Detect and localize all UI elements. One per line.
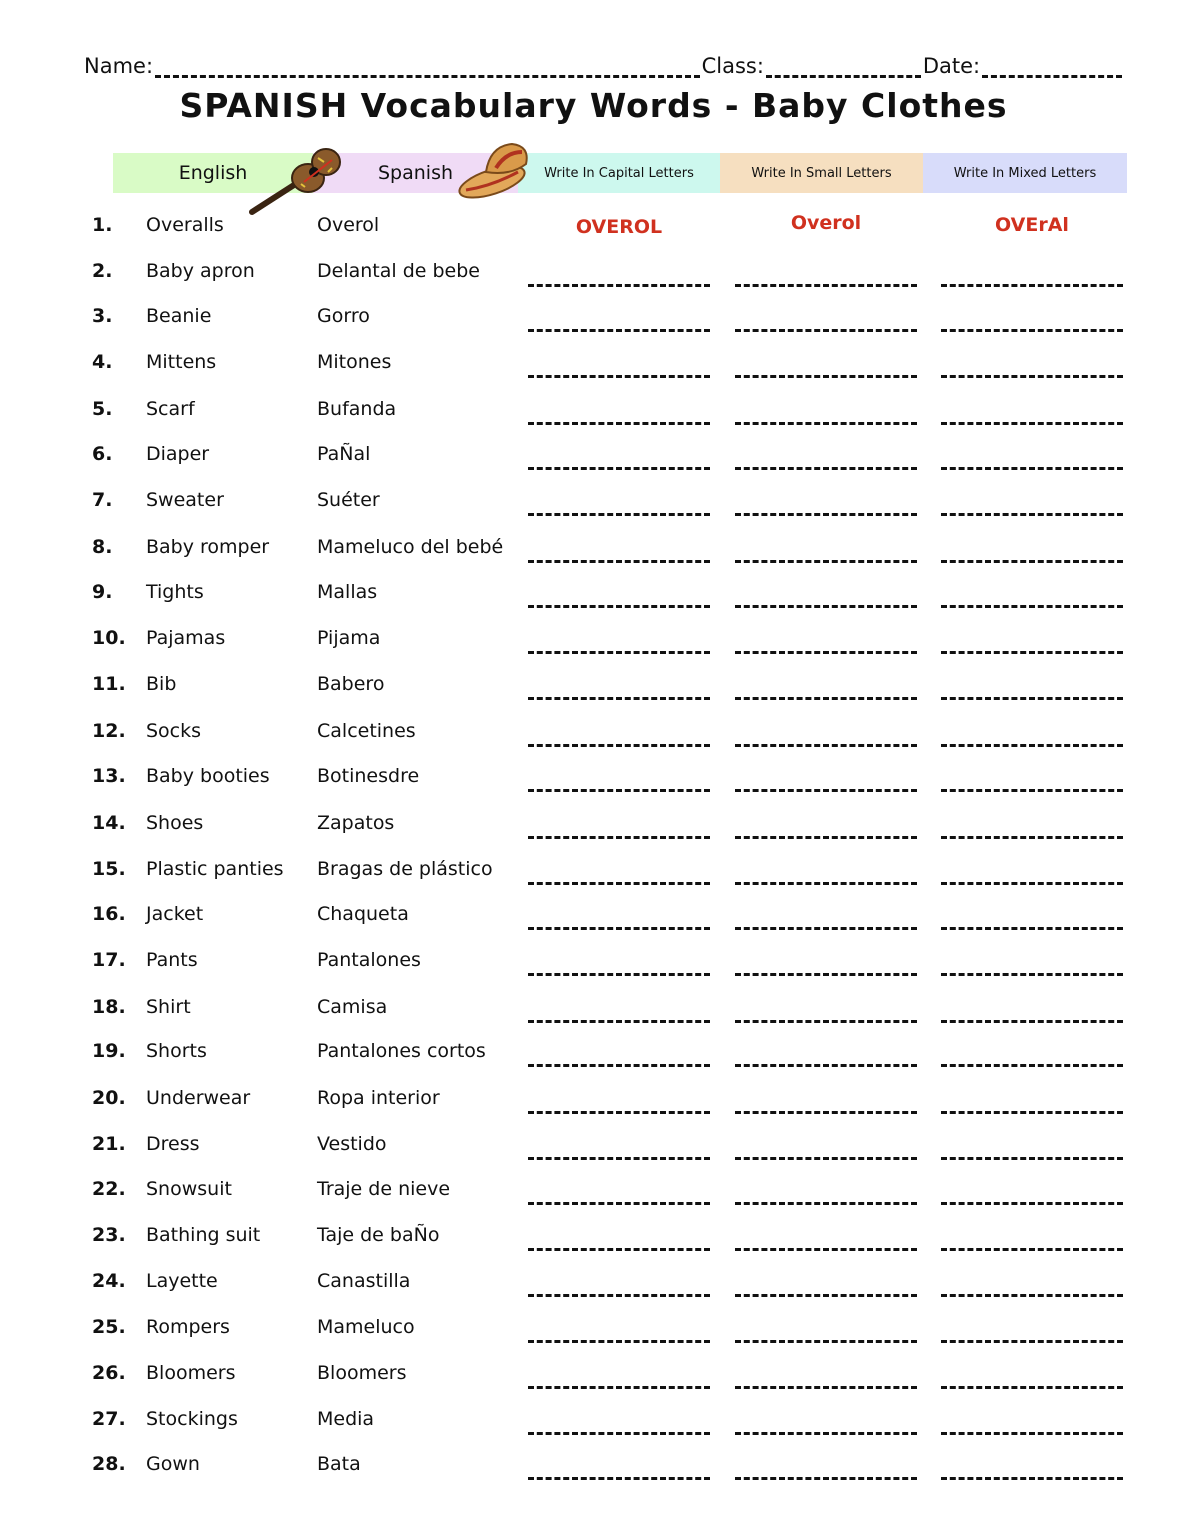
answer-mixed-field[interactable]	[941, 1064, 1123, 1067]
row-number: 7.	[92, 489, 113, 511]
spanish-word: Delantal de bebe	[317, 260, 480, 282]
name-label: Name:	[84, 54, 154, 78]
table-row	[0, 720, 1187, 754]
spanish-word: PaÑal	[317, 443, 371, 465]
english-word: Rompers	[146, 1316, 230, 1338]
table-row	[0, 351, 1187, 385]
table-row	[0, 260, 1187, 294]
answer-small-field[interactable]	[735, 1340, 917, 1343]
english-word: Underwear	[146, 1087, 251, 1109]
answer-small-field[interactable]	[735, 284, 917, 287]
row-number: 22.	[92, 1178, 126, 1200]
answer-small-field[interactable]	[735, 560, 917, 563]
english-word: Beanie	[146, 305, 212, 327]
answer-capital-field[interactable]	[528, 836, 710, 839]
table-row	[0, 489, 1187, 523]
answer-capital-field[interactable]	[528, 744, 710, 747]
answer-capital-field[interactable]	[528, 1340, 710, 1343]
table-row	[0, 765, 1187, 799]
spanish-word: Vestido	[317, 1133, 387, 1155]
spanish-word: Pijama	[317, 627, 381, 649]
table-row	[0, 1133, 1187, 1167]
row-number: 16.	[92, 903, 126, 925]
answer-capital-field[interactable]	[528, 1111, 710, 1114]
answer-mixed-field[interactable]	[941, 973, 1123, 976]
english-word: Bib	[146, 673, 177, 695]
answer-mixed-field[interactable]	[941, 1020, 1123, 1023]
answer-mixed-field[interactable]	[941, 1111, 1123, 1114]
answer-capital-field[interactable]	[528, 1248, 710, 1251]
answer-small-field[interactable]	[735, 1020, 917, 1023]
table-row	[0, 858, 1187, 892]
answer-capital-field[interactable]	[528, 375, 710, 378]
answer-mixed-field[interactable]	[941, 1340, 1123, 1343]
answer-small-field[interactable]	[735, 651, 917, 654]
answer-mixed-field[interactable]	[941, 1386, 1123, 1389]
row-number: 12.	[92, 720, 126, 742]
spanish-word: Taje de baÑo	[317, 1224, 440, 1246]
table-row	[0, 949, 1187, 983]
table-row	[0, 1224, 1187, 1258]
answer-small-field[interactable]	[735, 1202, 917, 1205]
answer-mixed-field[interactable]	[941, 789, 1123, 792]
answer-small-field[interactable]	[735, 836, 917, 839]
spanish-word: Calcetines	[317, 720, 416, 742]
table-row	[0, 1040, 1187, 1074]
table-row	[0, 1316, 1187, 1350]
answer-capital-field[interactable]	[528, 605, 710, 608]
english-word: Dress	[146, 1133, 200, 1155]
row-number: 25.	[92, 1316, 126, 1338]
row-number: 1.	[92, 214, 113, 236]
spanish-word: Bata	[317, 1453, 361, 1475]
answer-capital-field[interactable]	[528, 697, 710, 700]
answer-mixed-field[interactable]	[941, 1248, 1123, 1251]
sombrero-icon	[456, 138, 542, 200]
english-word: Plastic panties	[146, 858, 284, 880]
answer-mixed-field[interactable]	[941, 467, 1123, 470]
student-info-line	[84, 48, 1124, 78]
answer-small-field[interactable]	[735, 789, 917, 792]
spanish-word: Gorro	[317, 305, 370, 327]
answer-mixed-field[interactable]	[941, 744, 1123, 747]
answer-mixed-field[interactable]	[941, 1157, 1123, 1160]
answer-small-field[interactable]	[735, 744, 917, 747]
example-mixed: OVErAl	[995, 214, 1069, 236]
answer-capital-field[interactable]	[528, 1157, 710, 1160]
answer-capital-field[interactable]	[528, 467, 710, 470]
answer-small-field[interactable]	[735, 1477, 917, 1480]
english-word: Sweater	[146, 489, 224, 511]
column-header-english: English	[113, 153, 313, 193]
english-word: Bloomers	[146, 1362, 236, 1384]
answer-mixed-field[interactable]	[941, 284, 1123, 287]
answer-capital-field[interactable]	[528, 789, 710, 792]
table-row	[0, 673, 1187, 707]
answer-mixed-field[interactable]	[941, 1294, 1123, 1297]
table-row	[0, 1270, 1187, 1304]
answer-small-field[interactable]	[735, 1248, 917, 1251]
english-word: Shirt	[146, 996, 191, 1018]
row-number: 3.	[92, 305, 113, 327]
answer-capital-field[interactable]	[528, 1432, 710, 1435]
answer-capital-field[interactable]	[528, 1294, 710, 1297]
answer-capital-field[interactable]	[528, 560, 710, 563]
answer-small-field[interactable]	[735, 467, 917, 470]
answer-mixed-field[interactable]	[941, 927, 1123, 930]
answer-small-field[interactable]	[735, 1386, 917, 1389]
spanish-word: Suéter	[317, 489, 380, 511]
example-capital: OVEROL	[575, 216, 663, 238]
row-number: 15.	[92, 858, 126, 880]
spanish-word: Overol	[317, 214, 380, 236]
english-word: Mittens	[146, 351, 217, 373]
table-row	[0, 812, 1187, 846]
table-row	[0, 903, 1187, 937]
answer-mixed-field[interactable]	[941, 882, 1123, 885]
english-word: Shoes	[146, 812, 204, 834]
class-label: Class:	[701, 54, 764, 78]
date-label: Date:	[922, 54, 981, 78]
table-row	[0, 305, 1187, 339]
table-row	[0, 443, 1187, 477]
answer-small-field[interactable]	[735, 605, 917, 608]
answer-small-field[interactable]	[735, 375, 917, 378]
spanish-word: Pantalones cortos	[317, 1040, 486, 1062]
answer-capital-field[interactable]	[528, 973, 710, 976]
english-word: Tights	[146, 581, 204, 603]
english-word: Baby booties	[146, 765, 270, 787]
column-header-spanish: Spanish	[313, 153, 518, 193]
row-number: 9.	[92, 581, 113, 603]
table-row	[0, 1362, 1187, 1396]
answer-mixed-field[interactable]	[941, 375, 1123, 378]
spanish-word: Babero	[317, 673, 385, 695]
spanish-word: Mameluco	[317, 1316, 415, 1338]
spanish-word: Camisa	[317, 996, 388, 1018]
name-field[interactable]	[155, 57, 700, 78]
answer-small-field[interactable]	[735, 973, 917, 976]
answer-small-field[interactable]	[735, 882, 917, 885]
column-header-capital: Write In Capital Letters	[518, 153, 720, 193]
answer-mixed-field[interactable]	[941, 836, 1123, 839]
answer-mixed-field[interactable]	[941, 422, 1123, 425]
row-number: 11.	[92, 673, 126, 695]
guitar-icon	[246, 138, 346, 218]
spanish-word: Traje de nieve	[317, 1178, 451, 1200]
answer-capital-field[interactable]	[528, 1202, 710, 1205]
answer-capital-field[interactable]	[528, 422, 710, 425]
row-number: 23.	[92, 1224, 126, 1246]
answer-small-field[interactable]	[735, 1157, 917, 1160]
answer-small-field[interactable]	[735, 329, 917, 332]
answer-mixed-field[interactable]	[941, 605, 1123, 608]
english-word: Jacket	[146, 903, 204, 925]
row-number: 19.	[92, 1040, 126, 1062]
spanish-word: Mallas	[317, 581, 378, 603]
spanish-word: Chaqueta	[317, 903, 409, 925]
english-word: Baby romper	[146, 536, 270, 558]
spanish-word: Botinesdre	[317, 765, 420, 787]
english-word: Baby apron	[146, 260, 255, 282]
english-word: Snowsuit	[146, 1178, 232, 1200]
english-word: Socks	[146, 720, 202, 742]
english-word: Shorts	[146, 1040, 207, 1062]
answer-mixed-field[interactable]	[941, 513, 1123, 516]
row-number: 20.	[92, 1087, 126, 1109]
spanish-word: Bufanda	[317, 398, 397, 420]
answer-small-field[interactable]	[735, 1294, 917, 1297]
column-header-small: Write In Small Letters	[720, 153, 923, 193]
answer-capital-field[interactable]	[528, 329, 710, 332]
spanish-word: Ropa interior	[317, 1087, 440, 1109]
english-word: Layette	[146, 1270, 218, 1292]
answer-capital-field[interactable]	[528, 513, 710, 516]
answer-mixed-field[interactable]	[941, 329, 1123, 332]
table-row	[0, 1087, 1187, 1121]
example-small: Overol	[790, 212, 862, 234]
spanish-word: Mitones	[317, 351, 392, 373]
spanish-word: Canastilla	[317, 1270, 411, 1292]
answer-capital-field[interactable]	[528, 1020, 710, 1023]
answer-capital-field[interactable]	[528, 1386, 710, 1389]
answer-mixed-field[interactable]	[941, 1477, 1123, 1480]
table-row	[0, 1408, 1187, 1442]
answer-small-field[interactable]	[735, 422, 917, 425]
column-header-mixed: Write In Mixed Letters	[923, 153, 1127, 193]
spanish-word: Bloomers	[317, 1362, 407, 1384]
english-word: Overalls	[146, 214, 224, 236]
row-number: 14.	[92, 812, 126, 834]
row-number: 13.	[92, 765, 126, 787]
answer-small-field[interactable]	[735, 927, 917, 930]
answer-capital-field[interactable]	[528, 882, 710, 885]
answer-capital-field[interactable]	[528, 651, 710, 654]
table-row	[0, 627, 1187, 661]
english-word: Gown	[146, 1453, 200, 1475]
table-row	[0, 536, 1187, 570]
answer-capital-field[interactable]	[528, 284, 710, 287]
answer-mixed-field[interactable]	[941, 560, 1123, 563]
answer-small-field[interactable]	[735, 513, 917, 516]
english-word: Pants	[146, 949, 198, 971]
table-row	[0, 1178, 1187, 1212]
class-field[interactable]	[766, 57, 921, 78]
spanish-word: Zapatos	[317, 812, 395, 834]
spanish-word: Bragas de plástico	[317, 858, 493, 880]
answer-small-field[interactable]	[735, 1111, 917, 1114]
row-number: 24.	[92, 1270, 126, 1292]
english-word: Stockings	[146, 1408, 238, 1430]
spanish-word: Pantalones	[317, 949, 421, 971]
table-row	[0, 996, 1187, 1030]
answer-capital-field[interactable]	[528, 1477, 710, 1480]
spanish-word: Media	[317, 1408, 375, 1430]
row-number: 8.	[92, 536, 113, 558]
spanish-word: Mameluco del bebé	[317, 536, 504, 558]
answer-small-field[interactable]	[735, 1432, 917, 1435]
answer-mixed-field[interactable]	[941, 651, 1123, 654]
row-number: 27.	[92, 1408, 126, 1430]
row-number: 5.	[92, 398, 113, 420]
answer-capital-field[interactable]	[528, 927, 710, 930]
table-row	[0, 1453, 1187, 1487]
row-number: 17.	[92, 949, 126, 971]
date-field[interactable]	[982, 57, 1122, 78]
answer-mixed-field[interactable]	[941, 1432, 1123, 1435]
row-number: 4.	[92, 351, 113, 373]
english-word: Pajamas	[146, 627, 226, 649]
row-number: 2.	[92, 260, 113, 282]
table-row	[0, 398, 1187, 432]
row-number: 21.	[92, 1133, 126, 1155]
english-word: Bathing suit	[146, 1224, 261, 1246]
row-number: 6.	[92, 443, 113, 465]
english-word: Scarf	[146, 398, 195, 420]
row-number: 26.	[92, 1362, 126, 1384]
answer-small-field[interactable]	[735, 1064, 917, 1067]
answer-capital-field[interactable]	[528, 1064, 710, 1067]
row-number: 28.	[92, 1453, 126, 1475]
english-word: Diaper	[146, 443, 210, 465]
answer-mixed-field[interactable]	[941, 1202, 1123, 1205]
row-number: 18.	[92, 996, 126, 1018]
table-row	[0, 214, 1187, 248]
table-row	[0, 581, 1187, 615]
page-title: SPANISH Vocabulary Words - Baby Clothes	[179, 86, 1008, 125]
answer-small-field[interactable]	[735, 697, 917, 700]
row-number: 10.	[92, 627, 126, 649]
answer-mixed-field[interactable]	[941, 697, 1123, 700]
